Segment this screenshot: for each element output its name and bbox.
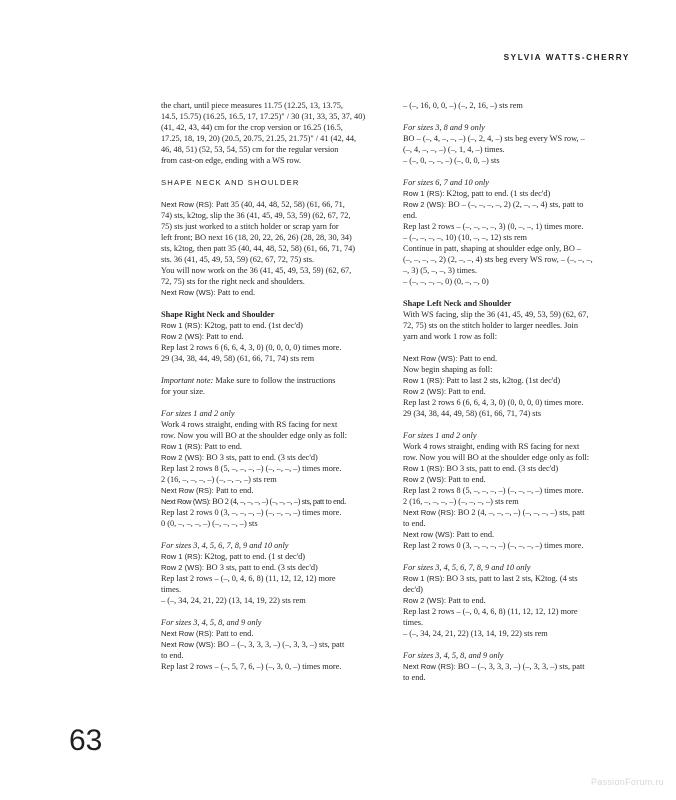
text-run: – (–, 34, 24, 21, 22) (13, 14, 19, 22) sts rem (403, 629, 548, 638)
text-line (403, 584, 634, 595)
text-line (161, 573, 392, 584)
row-label: Row 2 (WS): (161, 563, 205, 572)
text-line (403, 155, 634, 166)
text-run: Make sure to follow the instructions (213, 376, 336, 385)
size-note: For sizes 1 and 2 only (403, 431, 477, 440)
text-line (403, 353, 634, 364)
row-label: Row 2 (WS): (161, 332, 205, 341)
text-run: – (–, 0, –, –, –) (–, 0, 0, –) sts (403, 156, 500, 165)
text-run: Patt to end. (457, 354, 498, 363)
paragraph (403, 100, 634, 111)
text-run: Continue in patt, shaping at shoulder edge only, BO – (403, 244, 582, 253)
row-label: Row 1 (RS): (403, 189, 445, 198)
text-line (403, 133, 634, 144)
text-line (161, 386, 392, 397)
text-line (161, 210, 392, 221)
text-line (403, 661, 634, 672)
text-run: 2 (16, –, –, –, –) (–, –, –, –) sts rem (403, 497, 519, 506)
text-line (161, 232, 392, 243)
text-line (403, 408, 634, 419)
text-run: K2tog, patt to end. (1st dec'd) (202, 321, 303, 330)
text-run: BO 3 sts, patt to end. (3 sts dec'd) (204, 563, 318, 572)
text-line (161, 144, 392, 155)
paragraph (161, 199, 392, 298)
text-line (403, 100, 634, 111)
text-run: BO – (–, –, –, –, 2) (2, –, –, 4) sts, patt to (446, 200, 584, 209)
text-line (161, 331, 392, 342)
text-run: BO 3 sts, patt to last 2 sts, K2tog. (4 sts (444, 574, 578, 583)
text-run: 72, 75) sts for the right neck and shoulders. (161, 277, 305, 286)
text-line (161, 122, 392, 133)
text-line (161, 650, 392, 661)
text-run: Patt to end. (446, 596, 486, 605)
text-line (161, 320, 392, 331)
paragraph (403, 562, 634, 639)
text-line (403, 672, 634, 683)
text-run: Rep last 2 rows 0 (3, –, –, –, –) (–, –, –, –) times more. (403, 541, 584, 550)
text-run: BO – (–, 3, 3, 3, –) (–, 3, 3, –) sts, patt (455, 662, 585, 671)
row-label: Row 2 (WS): (161, 453, 205, 462)
text-run: – (–, –, –, –, 0) (0, –, –, 0) (403, 277, 489, 286)
paragraph (161, 540, 392, 606)
text-line (403, 254, 634, 265)
text-run: 29 (34, 38, 44, 49, 58) (61, 66, 71, 74) sts rem (161, 354, 315, 363)
text-run: (–, 4, –, –, –) (–, 1, 4, –) times. (403, 145, 505, 154)
text-line (161, 111, 392, 122)
text-line (161, 485, 392, 496)
paragraph (161, 309, 392, 364)
text-run: 17.25, 18, 19, 20) (20.5, 20.75, 21.25, 21.75)" / 41 (42, 44, (161, 134, 357, 143)
text-line (403, 617, 634, 628)
paragraph (403, 298, 634, 342)
text-line (403, 364, 634, 375)
row-label: Next Row (RS): (161, 486, 214, 495)
text-line (161, 408, 392, 419)
text-line (403, 628, 634, 639)
text-line (403, 122, 634, 133)
text-run: times. (161, 585, 182, 594)
text-line (161, 595, 392, 606)
text-line (161, 584, 392, 595)
text-run: BO 3 sts, patt to end. (3 sts dec'd) (444, 464, 559, 473)
text-run: yarn and work 1 row as foll: (403, 332, 498, 341)
text-run: BO – (–, 3, 3, 3, –) (–, 3, 3, –) sts, patt (215, 640, 345, 649)
text-run: Patt to end. (213, 486, 254, 495)
text-run: to end. (403, 519, 426, 528)
text-line (161, 463, 392, 474)
size-note: For sizes 3, 8 and 9 only (403, 123, 485, 132)
text-run: 46, 48, 51) (52, 53, 54, 55) cm for the regular version (161, 145, 339, 154)
row-label: Row 2 (WS): (403, 596, 447, 605)
text-line (403, 375, 634, 386)
text-line (403, 298, 634, 309)
text-run: sts, k2tog, then patt 35 (40, 44, 48, 52, 58) (61, 66, 71, 74) (161, 244, 356, 253)
text-line (161, 617, 392, 628)
row-label: Next Row (WS): (161, 497, 211, 506)
text-run: for your size. (161, 387, 206, 396)
text-line (161, 177, 392, 188)
text-line (161, 342, 392, 353)
text-line (403, 397, 634, 408)
text-run: Rep last 2 rows 8 (5, –, –, –, –) (–, –, –, –) times more. (161, 464, 342, 473)
row-label: Next Row (WS): (161, 640, 216, 649)
text-run: row. Now you will BO at the shoulder edge only as foll: (403, 453, 590, 462)
text-run: Rep last 2 rows 0 (3, –, –, –, –) (–, –, –, –) times more. (161, 508, 342, 517)
text-line (161, 551, 392, 562)
text-line (403, 265, 634, 276)
row-label: Row 1 (RS): (161, 552, 203, 561)
text-line (403, 386, 634, 397)
text-line (161, 287, 392, 298)
size-note: Important note: (161, 376, 214, 385)
row-label: Row 2 (WS): (403, 387, 447, 396)
text-line (161, 430, 392, 441)
text-line (161, 518, 392, 529)
paragraph (161, 177, 392, 188)
text-run: 74) sts, k2tog, slip the 36 (41, 45, 49, 53, 59) (62, 67, 72, (161, 211, 351, 220)
text-line (403, 441, 634, 452)
text-run: Patt to end. (454, 530, 495, 539)
text-run: Rep last 2 rows 6 (6, 6, 4, 3, 0) (0, 0, 0, 0) times more. (403, 398, 584, 407)
section-title: SHAPE NECK AND SHOULDER (161, 178, 300, 187)
size-note: For sizes 3, 4, 5, 8, and 9 only (161, 618, 262, 627)
row-label: Row 1 (RS): (161, 321, 203, 330)
text-run: – (–, 34, 24, 21, 22) (13, 14, 19, 22) sts rem (161, 596, 306, 605)
size-note: For sizes 3, 4, 5, 6, 7, 8, 9 and 10 only (161, 541, 289, 550)
text-line (403, 199, 634, 210)
text-run: K2tog, patt to end. (1 st dec'd) (202, 552, 306, 561)
row-label: Row 2 (WS): (403, 200, 447, 209)
text-run: – (–, –, –, –, 10) (10, –, –, 12) sts rem (403, 233, 527, 242)
text-run: Rep last 2 rows – (–, 5, 7, 6, –) (–, 3, 0, –) times more. (161, 662, 342, 671)
text-run: Patt 35 (40, 44, 48, 52, 58) (61, 66, 71, (213, 200, 345, 209)
size-note: For sizes 3, 4, 5, 6, 7, 8, 9 and 10 only (403, 563, 531, 572)
text-run: end. (403, 211, 418, 220)
text-line (403, 606, 634, 617)
text-line (403, 518, 634, 529)
text-run: Now begin shaping as foll: (403, 365, 493, 374)
text-line (403, 474, 634, 485)
size-note: For sizes 3, 4, 5, 8, and 9 only (403, 651, 504, 660)
text-run: 14.5, 15.75) (16.25, 16.5, 17, 17.25)" / 30 (31, 33, 35, 37, 40) (161, 112, 366, 121)
text-run: BO 3 sts, patt to end. (3 sts dec'd) (204, 453, 318, 462)
text-line (403, 276, 634, 287)
text-run: the chart, until piece measures 11.75 (12.25, 13, 13.75, (161, 101, 343, 110)
text-line (403, 540, 634, 551)
text-run: You will now work on the 36 (41, 45, 49, 53, 59) (62, 67, (161, 266, 352, 275)
text-line (403, 452, 634, 463)
text-line (161, 507, 392, 518)
text-run: Work 4 rows straight, ending with RS facing for next (161, 420, 338, 429)
text-run: Rep last 2 rows 8 (5, –, –, –, –) (–, –, –, –) times more. (403, 486, 584, 495)
left-column (161, 100, 392, 672)
text-run: Patt to end. (202, 442, 242, 451)
text-run: – (–, 16, 0, 0, –) (–, 2, 16, –) sts rem (403, 101, 523, 110)
text-line (161, 221, 392, 232)
text-line (403, 144, 634, 155)
paragraph (403, 353, 634, 419)
text-line (403, 507, 634, 518)
text-run: BO 2 (4, –, –, –, –) (–, –, –, –) sts, patt (455, 508, 585, 517)
text-run: Patt to end. (446, 475, 486, 484)
text-run: dec'd) (403, 585, 423, 594)
text-line (403, 650, 634, 661)
text-line (161, 441, 392, 452)
text-run: to end. (161, 651, 184, 660)
text-line (161, 375, 392, 386)
text-line (403, 210, 634, 221)
text-line (403, 529, 634, 540)
row-label: Next Row (RS): (403, 662, 456, 671)
text-line (161, 496, 392, 507)
text-line (161, 419, 392, 430)
text-run: Patt to end. (446, 387, 486, 396)
text-line (403, 496, 634, 507)
text-line (403, 309, 634, 320)
paragraph (403, 177, 634, 287)
row-label: Next Row (RS): (161, 200, 214, 209)
text-run: 75) sts just worked to a stitch holder or scrap yarn for (161, 222, 339, 231)
size-note: For sizes 1 and 2 only (161, 409, 235, 418)
text-line (403, 573, 634, 584)
text-run: Rep last 2 rows 6 (6, 6, 4, 3, 0) (0, 0, 0, 0) times more. (161, 343, 342, 352)
text-run: times. (403, 618, 424, 627)
text-line (403, 221, 634, 232)
text-line (161, 309, 392, 320)
text-line (403, 463, 634, 474)
paragraph (161, 617, 392, 672)
text-run: With WS facing, slip the 36 (41, 45, 49, 53, 59) (62, 67, (403, 310, 589, 319)
text-line (403, 320, 634, 331)
text-run: BO – (–, 4, –, –, –) (–, 2, 4, –) sts beg every WS row, – (403, 134, 585, 143)
text-line (161, 254, 392, 265)
row-label: Next Row (RS): (161, 629, 214, 638)
text-line (403, 562, 634, 573)
text-run: Patt to end. (215, 288, 256, 297)
text-line (161, 353, 392, 364)
paragraph (403, 122, 634, 166)
row-label: Row 1 (RS): (403, 376, 445, 385)
text-line (403, 177, 634, 188)
text-run: from cast-on edge, ending with a WS row. (161, 156, 302, 165)
paragraph (403, 430, 634, 551)
section-heading: Shape Right Neck and Shoulder (161, 310, 275, 319)
text-run: (41, 42, 43, 44) cm for the crop version or 16.25 (16.5, (161, 123, 343, 132)
page-number: 63 (69, 724, 103, 757)
text-line (161, 639, 392, 650)
text-line (161, 199, 392, 210)
row-label: Next Row (WS): (403, 354, 458, 363)
right-column (403, 100, 634, 683)
row-label: Next Row (WS): (161, 288, 216, 297)
text-run: Patt to end. (213, 629, 254, 638)
text-line (403, 430, 634, 441)
text-line (403, 188, 634, 199)
row-label: Row 1 (RS): (161, 442, 203, 451)
text-run: 72, 75) sts on the stitch holder to larger needles. Join (403, 321, 578, 330)
text-line (161, 452, 392, 463)
text-run: BO 2 (4, –, –, –, –) (–, –, –, –) sts, patt to end. (210, 497, 346, 506)
text-line (161, 243, 392, 254)
paragraph (161, 100, 392, 166)
text-run: to end. (403, 673, 426, 682)
author-header: SYLVIA WATTS-CHERRY (503, 53, 630, 62)
text-line (161, 265, 392, 276)
text-run: Patt to last 2 sts, k2tog. (1st dec'd) (444, 376, 561, 385)
watermark: PassionForum.ru (590, 777, 664, 787)
paragraph (403, 650, 634, 683)
text-line (161, 562, 392, 573)
text-run: Rep last 2 rows – (–, –, –, –, 3) (0, –, –, 1) times more. (403, 222, 584, 231)
text-run: left front; BO next 16 (18, 20, 22, 26, 26) (28, 28, 30, 34) (161, 233, 352, 242)
text-line (403, 485, 634, 496)
text-run: Work 4 rows straight, ending with RS facing for next (403, 442, 580, 451)
text-run: 0 (0, –, –, –, –) (–, –, –, –) sts (161, 519, 258, 528)
text-run: 29 (34, 38, 44, 49, 58) (61, 66, 71, 74) sts (403, 409, 542, 418)
text-line (161, 100, 392, 111)
text-line (161, 155, 392, 166)
text-line (161, 276, 392, 287)
text-run: (–, –, –, –, 2) (2, –, –, 4) sts beg every WS row, – (–, –, –, (403, 255, 593, 264)
text-line (161, 540, 392, 551)
paragraph (161, 408, 392, 529)
paragraph (161, 375, 392, 397)
text-run: –, 3) (5, –, –, 3) times. (403, 266, 477, 275)
text-line (403, 331, 634, 342)
text-line (161, 628, 392, 639)
text-line (403, 243, 634, 254)
text-run: row. Now you will BO at the shoulder edge only as foll: (161, 431, 348, 440)
text-line (161, 474, 392, 485)
text-line (161, 133, 392, 144)
text-line (403, 232, 634, 243)
text-run: Patt to end. (204, 332, 244, 341)
size-note: For sizes 6, 7 and 10 only (403, 178, 489, 187)
row-label: Row 1 (RS): (403, 464, 445, 473)
text-line (403, 595, 634, 606)
row-label: Row 1 (RS): (403, 574, 445, 583)
text-line (161, 661, 392, 672)
text-run: K2tog, patt to end. (1 sts dec'd) (444, 189, 551, 198)
text-run: 2 (16, –, –, –, –) (–, –, –, –) sts rem (161, 475, 277, 484)
row-label: Row 2 (WS): (403, 475, 447, 484)
text-run: sts. 36 (41, 45, 49, 53, 59) (62, 67, 72, 75) sts. (161, 255, 315, 264)
text-run: Rep last 2 rows – (–, 0, 4, 6, 8) (11, 12, 12, 12) more (403, 607, 578, 616)
section-heading: Shape Left Neck and Shoulder (403, 299, 512, 308)
row-label: Next Row (RS): (403, 508, 456, 517)
text-run: Rep last 2 rows – (–, 0, 4, 6, 8) (11, 12, 12, 12) more (161, 574, 336, 583)
row-label: Next row (WS): (403, 530, 455, 539)
